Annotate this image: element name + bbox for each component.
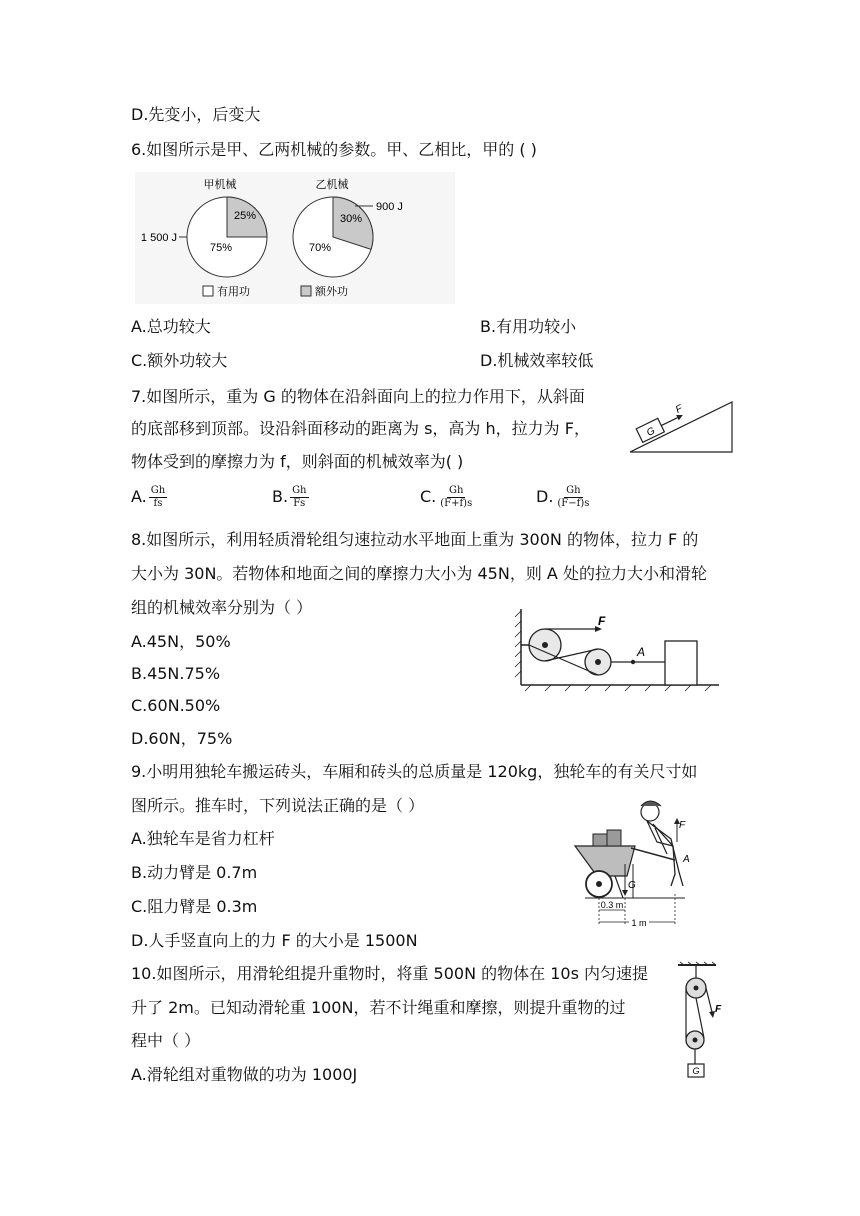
q9-stem-line2: 图所示。推车时，下列说法正确的是（ ） xyxy=(131,796,425,815)
pie-b-extra-label: 30% xyxy=(339,213,363,225)
q9-option-c: C.阻力臂是 0.3m xyxy=(131,897,258,916)
q10-stem-line3: 程中（ ） xyxy=(131,1031,201,1050)
q7-option-c: C. $\frac{Gh}{(F+f)s}$ xyxy=(420,485,473,509)
q8-pulley-figure xyxy=(515,609,721,691)
q6-pie-figure xyxy=(135,172,455,304)
q5-option-d: D.先变小，后变大 xyxy=(131,105,261,124)
q9-option-b: B.动力臂是 0.7m xyxy=(131,863,258,882)
q9-option-a: A.独轮车是省力杠杆 xyxy=(131,829,275,848)
legend-extra-label: 额外功 xyxy=(315,286,348,298)
legend-useful-label: 有用功 xyxy=(217,286,250,298)
pulley10-force-label: F xyxy=(715,1004,722,1015)
q8-option-d: D.60N，75% xyxy=(131,729,233,748)
q6-stem: 6.如图所示是甲、乙两机械的参数。甲、乙相比，甲的 ( ) xyxy=(131,140,537,159)
pie-a-title: 甲机械 xyxy=(203,179,237,191)
wheelbarrow-force-label: F xyxy=(679,820,686,831)
q10-stem-line2: 升了 2m。已知动滑轮重 100N，若不计绳重和摩擦，则提升重物的过 xyxy=(131,998,626,1017)
q10-pulley-figure xyxy=(676,962,724,1082)
q9-wheelbarrow-figure xyxy=(575,794,695,932)
pulley10-weight-label: G xyxy=(692,1066,700,1076)
legend-useful-swatch xyxy=(203,286,213,296)
wheelbarrow-point-label: A xyxy=(683,854,690,865)
q7-stem-line2: 的底部移到顶部。设沿斜面移动的距离为 s，高为 h，拉力为 F， xyxy=(131,419,590,438)
wheelbarrow-weight-label: G xyxy=(628,880,636,891)
q6-option-d: D.机械效率较低 xyxy=(480,351,594,370)
pulley-object-block xyxy=(665,641,697,685)
pie-a-extra-label: 25% xyxy=(233,210,257,222)
q7-stem-line1: 7.如图所示，重为 G 的物体在沿斜面向上的拉力作用下，从斜面 xyxy=(131,387,585,406)
q8-stem-line1: 8.如图所示，利用轻质滑轮组匀速拉动水平地面上重为 300N 的物体，拉力 F 的 xyxy=(131,530,699,549)
q6-option-b: B.有用功较小 xyxy=(480,317,577,336)
q9-option-d: D.人手竖直向上的力 F 的大小是 1500N xyxy=(131,931,418,950)
q6-option-a: A.总功较大 xyxy=(131,317,211,336)
q8-option-b: B.45N.75% xyxy=(131,664,221,683)
q7-incline-figure xyxy=(628,400,734,456)
pie-a-useful-label: 75% xyxy=(209,242,233,254)
q7-option-d: D. $\frac{Gh}{(F-f)s}$ xyxy=(536,485,590,509)
q8-stem-line3: 组的机械效率分别为（ ） xyxy=(131,598,313,617)
incline-force-label: F xyxy=(673,403,685,416)
wheelbarrow-dim-long: 1 m xyxy=(631,918,647,928)
q8-option-c: C.60N.50% xyxy=(131,696,221,715)
incline-block-label: G xyxy=(645,425,657,439)
legend-extra-swatch xyxy=(301,286,311,296)
pulley-point-label: A xyxy=(637,645,646,659)
q8-option-a: A.45N，50% xyxy=(131,632,231,651)
q10-option-a: A.滑轮组对重物做的功为 1000J xyxy=(131,1065,358,1084)
q9-stem-line1: 9.小明用独轮车搬运砖头，车厢和砖头的总质量是 120kg，独轮车的有关尺寸如 xyxy=(131,762,698,781)
pie-b-callout: 900 J xyxy=(376,201,403,213)
pulley-force-label: F xyxy=(598,614,606,628)
q7-option-b: B. $\frac{Gh}{Fs}$ xyxy=(272,485,307,509)
q7-option-a: A. $\frac{Gh}{fs}$ xyxy=(131,485,166,509)
wheelbarrow-dim-short: 0.3 m xyxy=(600,900,624,910)
pie-a-callout: 1 500 J xyxy=(140,232,177,244)
pie-b-title: 乙机械 xyxy=(315,179,349,191)
q10-stem-line1: 10.如图所示，用滑轮组提升重物时，将重 500N 的物体在 10s 内匀速提 xyxy=(131,964,648,983)
q8-stem-line2: 大小为 30N。若物体和地面之间的摩擦力大小为 45N，则 A 处的拉力大小和滑轮 xyxy=(131,564,707,583)
q6-option-c: C.额外功较大 xyxy=(131,351,228,370)
pie-b-useful-label: 70% xyxy=(308,242,332,254)
q7-stem-line3: 物体受到的摩擦力为 f，则斜面的机械效率为( ) xyxy=(131,452,464,471)
